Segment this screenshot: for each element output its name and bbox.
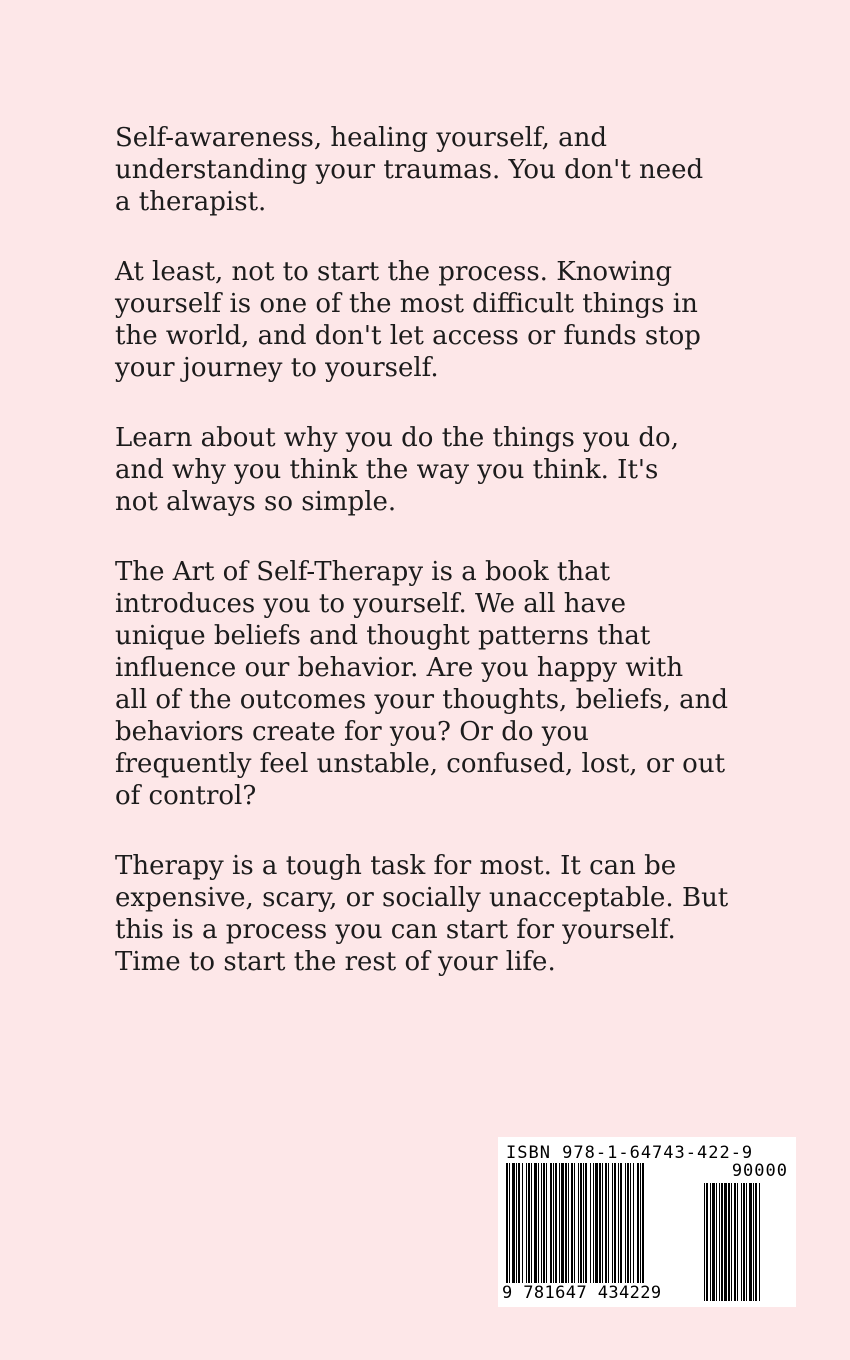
blurb-paragraph-5: Therapy is a tough task for most. It can be expensive, scary, or socially unacceptable. But this is a process you can start for yourself. Time to start the rest of your life. — [115, 851, 729, 977]
barcode-bars-addon — [704, 1183, 788, 1301]
blurb-paragraph-1: Self-awareness, healing yourself, and understanding your traumas. You don't need a therapist. — [115, 123, 704, 217]
barcode-bar — [759, 1183, 760, 1301]
ean-digits: 9 781647 434229 — [502, 1283, 662, 1303]
back-cover-blurb — [115, 122, 795, 1016]
blurb-paragraph-2: At least, not to start the process. Knowing yourself is one of the most difficult things in the world, and don't let access or funds stop your journey to yourself. — [115, 257, 701, 383]
blurb-paragraph-3: Learn about why you do the things you do, and why you think the way you think. It's not always so simple. — [115, 423, 679, 517]
barcode-bars-main — [506, 1163, 692, 1283]
isbn-label: ISBN 978-1-64743-422-9 — [506, 1143, 754, 1163]
price-code: 90000 — [731, 1161, 788, 1181]
isbn-barcode — [498, 1137, 796, 1307]
barcode-bar — [644, 1163, 645, 1283]
blurb-paragraph-4: The Art of Self-Therapy is a book that introduces you to yourself. We all have unique beliefs and thought patterns that influence our behavior. Are you happy with all of the outcomes your thoughts, beliefs, and behaviors create for you? Or do you frequently feel unstable, confused, lost, or out of control? — [115, 557, 729, 811]
